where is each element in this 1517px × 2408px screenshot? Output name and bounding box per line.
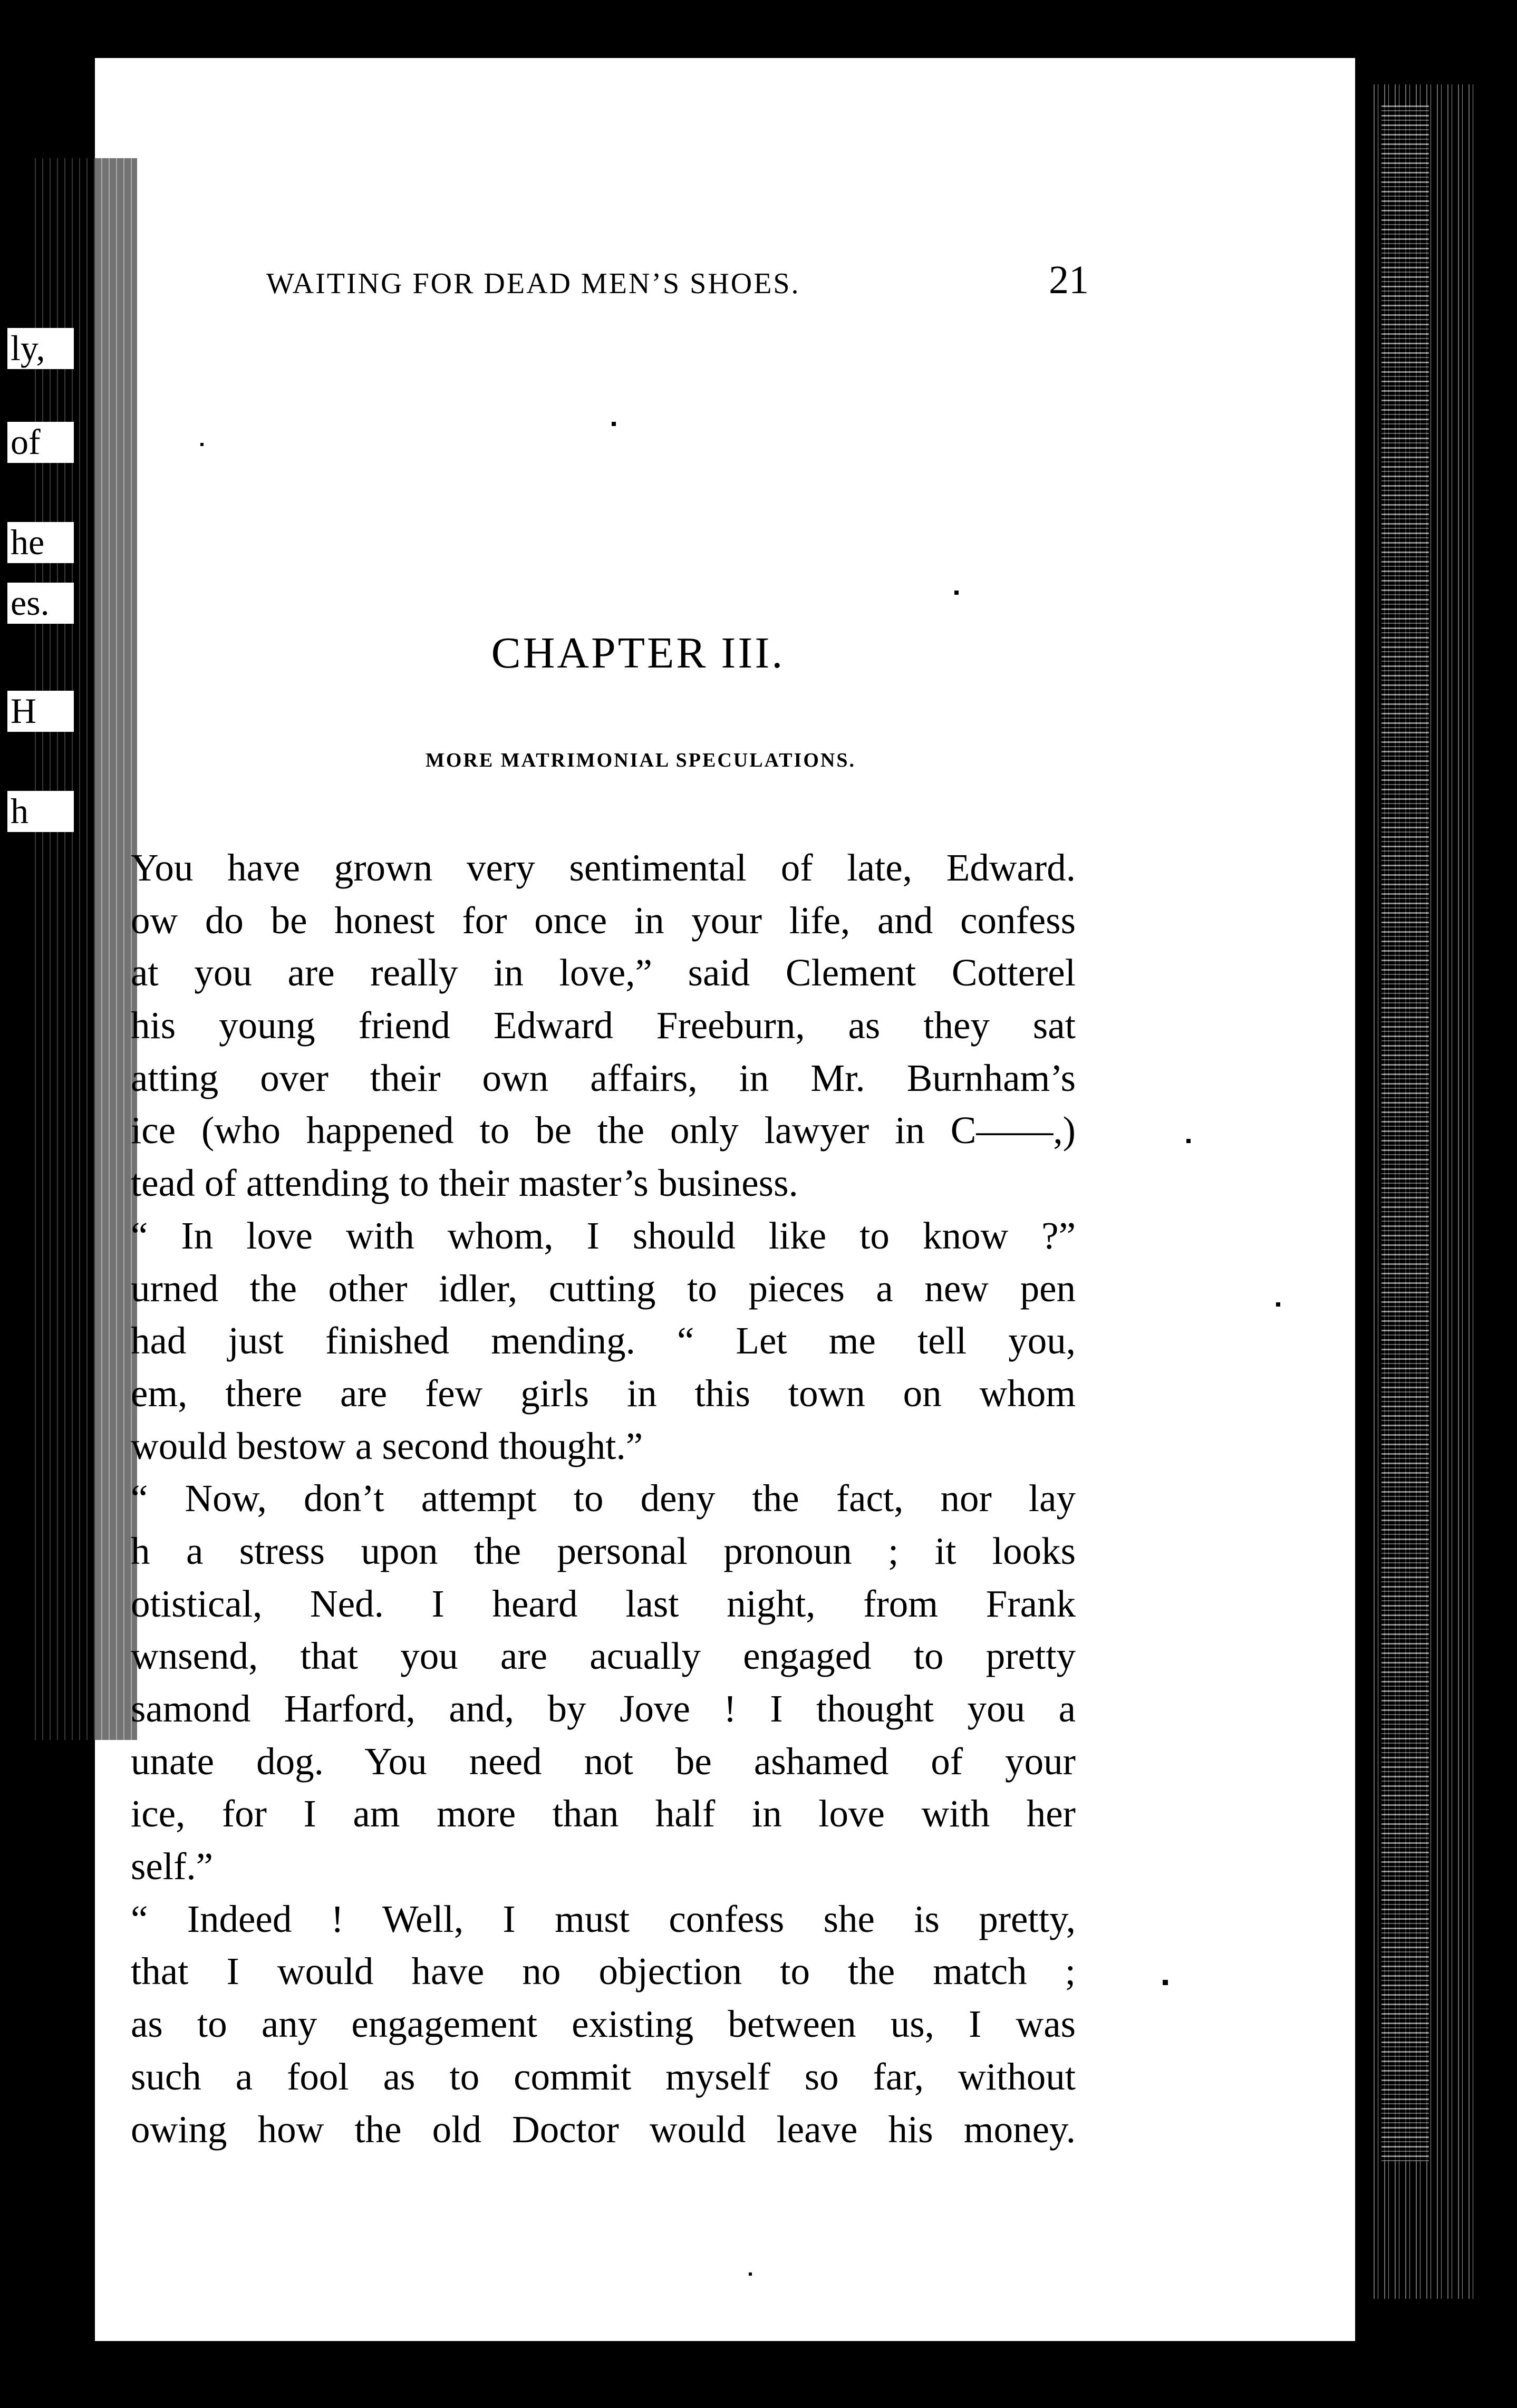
text-line: his young friend Edward Freeburn, as they sat <box>131 1004 1076 1047</box>
text-line: ice, for I am more than half in love with her <box>131 1792 1076 1835</box>
previous-page-fragment: h <box>7 791 74 832</box>
text-line: atting over their own affairs, in Mr. Burnham’s <box>131 1056 1076 1099</box>
scan-speck <box>954 591 959 595</box>
text-line: h a stress upon the personal pronoun ; it looks <box>131 1529 1076 1572</box>
text-line: that I would have no objection to the match ; <box>131 1950 1076 1993</box>
running-title: WAITING FOR DEAD MEN’S SHOES. <box>266 267 800 300</box>
text-line: would bestow a second thought.” <box>131 1424 643 1467</box>
chapter-heading: CHAPTER III. <box>491 628 785 678</box>
text-line: wnsend, that you are acually engaged to pretty <box>131 1635 1076 1678</box>
text-line: ice (who happened to be the only lawyer in C——,) <box>131 1109 1076 1152</box>
text-line: at you are really in love,” said Clement Cotterel <box>131 951 1076 994</box>
previous-page-fragment: ly, <box>7 328 74 369</box>
text-line: samond Harford, and, by Jove ! I thought you a <box>131 1687 1076 1730</box>
text-line: “ In love with whom, I should like to know ?” <box>131 1214 1076 1257</box>
scan-speck <box>1276 1302 1280 1307</box>
scan-speck <box>749 2272 752 2276</box>
text-line: tead of attending to their master’s business. <box>131 1162 798 1205</box>
previous-page-fragment: es. <box>7 583 74 624</box>
text-line: “ Now, don’t attempt to deny the fact, nor lay <box>131 1477 1076 1520</box>
text-line: em, there are few girls in this town on whom <box>131 1371 1076 1415</box>
text-line: unate dog. You need not be ashamed of your <box>131 1739 1076 1783</box>
page-edge-highlight <box>1381 105 1429 2162</box>
text-line: urned the other idler, cutting to pieces a new pen <box>131 1266 1076 1310</box>
text-line: owing how the old Doctor would leave his money. <box>131 2107 1076 2151</box>
text-line: ow do be honest for once in your life, and confess <box>131 898 1076 942</box>
scan-speck <box>612 422 616 426</box>
chapter-subtitle: MORE MATRIMONIAL SPECULATIONS. <box>426 749 856 771</box>
previous-page-fragment: H <box>7 691 74 732</box>
scan-speck <box>1186 1139 1191 1143</box>
page-number: 21 <box>1049 258 1089 302</box>
text-line: had just finished mending. “ Let me tell you, <box>131 1319 1076 1362</box>
text-line: You have grown very sentimental of late, Edward. <box>131 846 1076 889</box>
previous-page-fragments <box>0 0 74 2408</box>
text-line: otistical, Ned. I heard last night, from Frank <box>131 1582 1076 1625</box>
scan-speck <box>1163 1980 1168 1985</box>
text-line: self.” <box>131 1845 214 1888</box>
text-line: “ Indeed ! Well, I must confess she is pretty, <box>131 1897 1076 1940</box>
running-head <box>266 257 1089 305</box>
text-line: such a fool as to commit myself so far, without <box>131 2055 1076 2098</box>
bottom-shadow <box>0 2352 1517 2408</box>
previous-page-fragment: he <box>7 522 74 563</box>
body-text <box>131 842 1076 2155</box>
scan-speck <box>200 443 204 446</box>
previous-page-fragment: of <box>7 422 74 463</box>
text-line: as to any engagement existing between us, I was <box>131 2003 1076 2046</box>
